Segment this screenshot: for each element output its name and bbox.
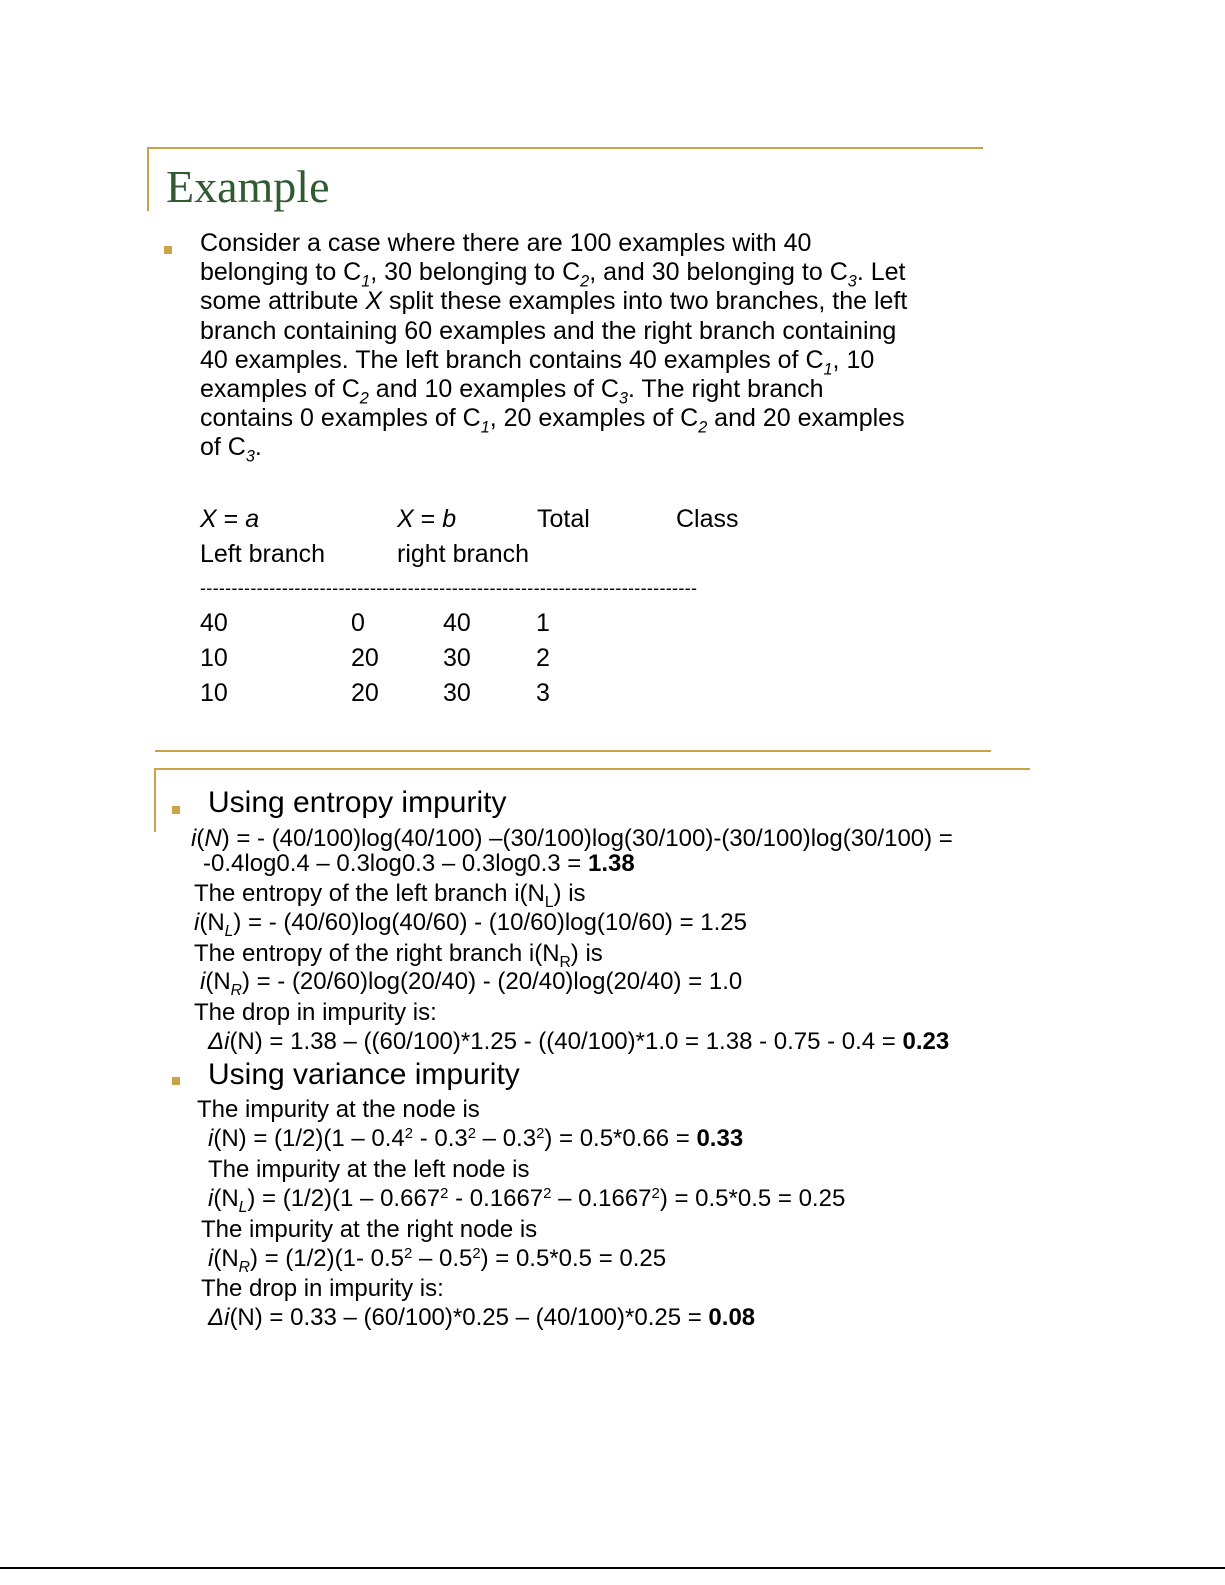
entropy-line-8: Δi(N) = 1.38 – ((60/100)*1.25 - ((40/100)*1.0 = 1.38 - 0.75 - 0.4 = 0.23 — [208, 1028, 950, 1055]
table-cell: 20 — [351, 679, 379, 707]
entropy-line-6: $i(N_R)$ = - (20/60)log(20/40) - (20/40)log(20/40) = 1.0 — [200, 968, 743, 1000]
variance-line-5: The impurity at the right node is — [201, 1216, 538, 1243]
table-cell: 1 — [536, 609, 550, 637]
header-left-branch: Left branch — [200, 540, 326, 568]
table-cell: 30 — [443, 679, 471, 707]
entropy-line-5: The entropy of the right branch $i(N_R)$ is — [194, 940, 603, 972]
header-right-branch: right branch — [397, 540, 530, 568]
header-x-b: X = b — [397, 505, 457, 533]
table-cell: 2 — [536, 644, 550, 672]
header-class: Class — [676, 505, 739, 533]
slide1-bottom-rule — [155, 750, 991, 752]
para-line: contains 0 examples of $C_1$, 20 examples of $C_2$ and 20 examples — [200, 404, 905, 437]
variance-line-3: The impurity at the left node is — [208, 1156, 530, 1183]
para-line: 40 examples. The left branch contains 40 examples of $C_1$, 10 — [200, 345, 875, 379]
variance-line-4: $i(N_L) = (1/2)(1 - 0.667^2 - 0.1667^2 - 0.1667^2) = 0.5*0.5 = 0.25$ — [208, 1185, 846, 1217]
variance-line-2: $i(N) = (1/2)(1 - 0.4^2 - 0.3^2 - 0.3^2) = 0.5*0.66 = 0.33$ — [208, 1125, 744, 1152]
slide2-top-rule — [154, 768, 1030, 770]
variance-line-7: The drop in impurity is: — [201, 1275, 444, 1302]
table-cell: 0 — [351, 609, 365, 637]
page-bottom-rule — [0, 1567, 1225, 1569]
header-x-a: X = a — [200, 505, 260, 533]
problem-paragraph — [200, 229, 990, 466]
slide2-left-rule — [154, 768, 156, 832]
bullet-icon — [164, 246, 172, 254]
heading-variance: Using variance impurity — [208, 1058, 520, 1091]
table-cell: 20 — [351, 644, 379, 672]
entropy-line-7: The drop in impurity is: — [194, 999, 437, 1026]
variance-line-1: The impurity at the node is — [197, 1096, 480, 1123]
para-line: some attribute X split these examples into two branches, the left — [200, 287, 908, 316]
variance-line-6: $i(N_R) = (1/2)(1-$ $0.5^2 - 0.5^2) = 0.5*0.5 = 0.25$ — [208, 1245, 667, 1277]
table-divider: ------------------------------------------------------------------------------- — [200, 578, 698, 598]
para-line: Consider a case where there are 100 examples with 40 — [200, 229, 812, 257]
entropy-line-3: The entropy of the left branch $i(N_L)$ is — [194, 880, 586, 912]
table-cell: 10 — [200, 644, 228, 672]
entropy-line-1: i(N) = - (40/100)log(40/100) –(30/100)log(30/100)-(30/100)log(30/100) = — [191, 825, 953, 852]
header-total: Total — [537, 505, 590, 533]
table-cell: 40 — [200, 609, 228, 637]
table-cell: 30 — [443, 644, 471, 672]
para-line: branch containing 60 examples and the right branch containing — [200, 316, 897, 345]
table-cell: 3 — [536, 679, 550, 707]
table-cell: 40 — [443, 609, 471, 637]
heading-entropy: Using entropy impurity — [208, 786, 507, 819]
slide1-left-rule — [147, 147, 149, 211]
entropy-line-4: $i(N_L)$ = - (40/60)log(40/60) - (10/60)log(10/60) = 1.25 — [194, 909, 747, 941]
variance-line-8: Δi(N) = 0.33 – (60/100)*0.25 – (40/100)*0.25 = 0.08 — [208, 1304, 756, 1331]
entropy-line-2: -0.4log0.4 – 0.3log0.3 – 0.3log0.3 = 1.38 — [203, 850, 635, 877]
para-line: of $C_3$. — [200, 433, 262, 466]
slide1-top-rule — [147, 147, 983, 149]
para-line: belonging to $C_1$, 30 belonging to $C_2$, and 30 belonging to $C_3$. Let — [200, 258, 906, 291]
para-line: examples of $C_2$ and 10 examples of $C_3$. The right branch — [200, 375, 824, 408]
bullet-icon — [172, 1077, 180, 1085]
bullet-icon — [172, 806, 180, 814]
table-cell: 10 — [200, 679, 228, 707]
slide-title: Example — [166, 161, 330, 212]
